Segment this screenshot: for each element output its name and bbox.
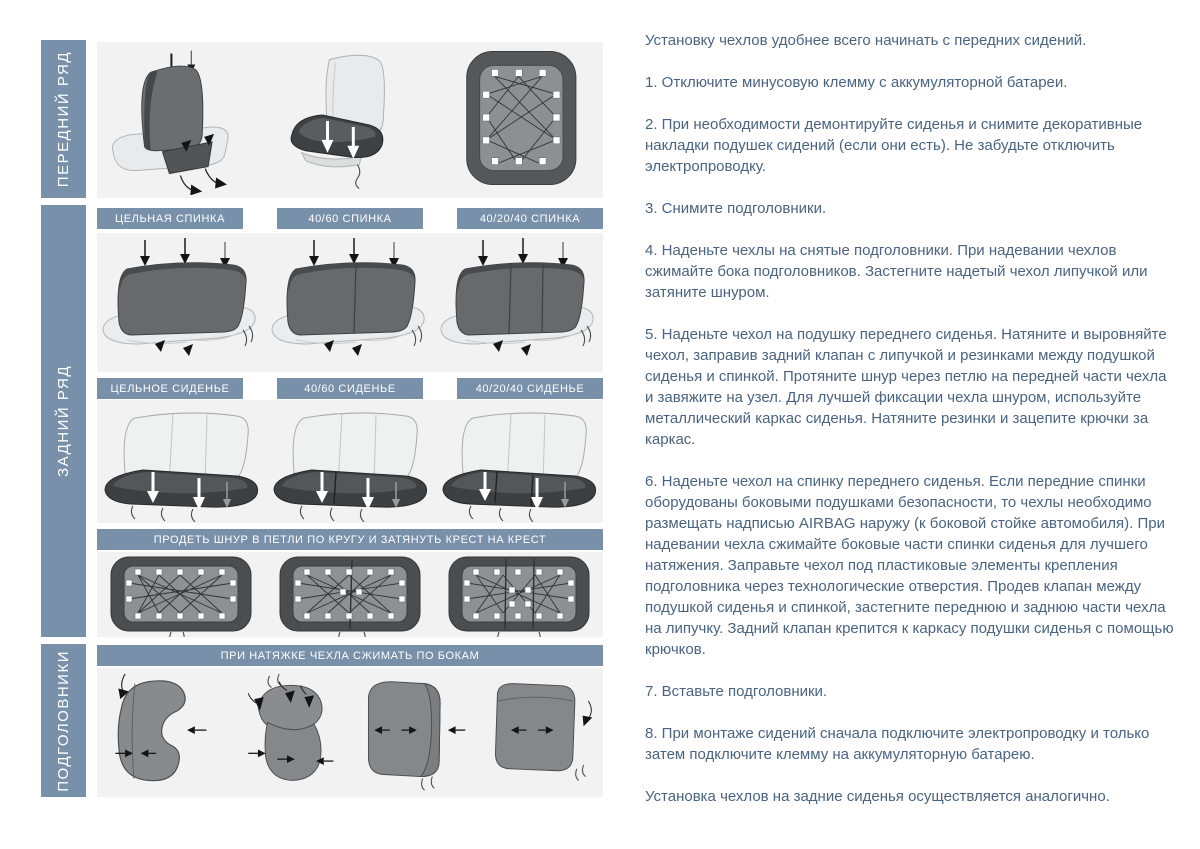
back-row-backrest-panel: [97, 233, 603, 372]
section-bar-headrests: [41, 644, 86, 797]
bench-lacing-solid-diagram: [101, 553, 261, 637]
bench-backrest-402040-diagram: [435, 236, 603, 370]
headrest-cover-side-diagram: [102, 672, 218, 794]
instruction-step-8: 8. При монтаже сидений сначала подключите электропроводку и только затем подключите клемму на аккумуляторную батарею.: [645, 725, 1150, 763]
bench-lacing-4060-diagram: [270, 553, 430, 637]
instruction-step-1: 1. Отключите минусовую клемму с аккумуляторной батареи.: [645, 74, 1068, 91]
banner-4060-cushion: 40/60 СИДЕНЬЕ: [277, 378, 423, 399]
banner-402040-cushion: 40/20/40 СИДЕНЬЕ: [457, 378, 603, 399]
instruction-step-4: 4. Наденьте чехлы на снятые подголовники. При надевании чехлов сжимайте бока подголовников. Застегните надетый чехол липучкой или затяните шнуром.: [645, 242, 1148, 301]
banner-lace-instruction: ПРОДЕТЬ ШНУР В ПЕТЛИ ПО КРУГУ И ЗАТЯНУТЬ КРЕСТ НА КРЕСТ: [97, 529, 603, 550]
back-row-lacing-panel: [97, 552, 603, 637]
instruction-step-2: 2. При необходимости демонтируйте сиденья и снимите декоративные накладки подушек сидений (если они есть). Не забудьте отключить электропроводку.: [645, 116, 1143, 175]
back-row-cushion-panel: [97, 400, 603, 523]
instructions-column: [645, 30, 1177, 828]
instruction-step-6: 6. Наденьте чехол на спинку переднего сиденья. Если передние спинки оборудованы боковыми подушками безопасности, то чехлы необходимо размещать надписью AIRBAG наружу (к боковой стойке автомобиля). При надевании чехла сжимайте боковые части спинки сиденья для лучшего натяжения. Заправьте чехол под пластиковые элементы крепления подголовника через технологические отверстия. Продев клапан между подушкой сиденья и спинкой, застегните переднюю и заднюю части чехла на липучку. Задний клапан крепится к каркасу подушки сиденья с помощью крючков.: [645, 473, 1174, 658]
instruction-step-5: 5. Наденьте чехол на подушку переднего сиденья. Натяните и выровняйте чехол, заправив задний клапан с липучкой и резинками между подушкой сиденья и спинкой. Протяните шнур через петлю на передней части чехла и завяжите на узел. Для лучшей фиксации чехла шнуром, используйте металлический каркас сиденья. Натяните резинки и зацепите крючки за каркас.: [645, 326, 1167, 448]
front-seatback-lacing-diagram: [434, 45, 603, 195]
headrest-cover-pulling-diagram: [229, 672, 345, 794]
headrest-cylinder-diagram: [355, 672, 471, 794]
bench-lacing-402040-diagram: [439, 553, 599, 637]
intro-text: Установку чехлов удобнее всего начинать с передних сидений.: [645, 32, 1087, 49]
bench-backrest-solid-diagram: [97, 236, 265, 370]
section-bar-front-row: [41, 40, 86, 198]
sidenie-banner-row: [97, 378, 603, 399]
bench-cushion-402040-diagram: [435, 402, 603, 522]
banner-headrest-instruction: ПРИ НАТЯЖКЕ ЧЕХЛА СЖИМАТЬ ПО БОКАМ: [97, 645, 603, 666]
headrests-panel: [97, 668, 603, 797]
instruction-step-3: 3. Снимите подголовники.: [645, 200, 827, 217]
spinka-banner-row: [97, 208, 603, 229]
section-label-front-row: ПЕРЕДНИЙ РЯД: [55, 50, 72, 188]
banner-4060-backrest: 40/60 СПИНКА: [277, 208, 423, 229]
section-label-headrests: ПОДГОЛОВНИКИ: [55, 649, 72, 792]
instruction-step-7: 7. Вставьте подголовники.: [645, 683, 828, 700]
outro-text: Установка чехлов на задние сиденья осуществляется аналогично.: [645, 788, 1110, 805]
bench-cushion-solid-diagram: [97, 402, 265, 522]
section-bar-back-row: [41, 205, 86, 637]
banner-solid-cushion: ЦЕЛЬНОЕ СИДЕНЬЕ: [97, 378, 243, 399]
banner-402040-backrest: 40/20/40 СПИНКА: [457, 208, 603, 229]
bench-cushion-4060-diagram: [266, 402, 434, 522]
front-seatback-cover-diagram: [97, 45, 266, 195]
front-row-panel: [97, 42, 603, 198]
section-label-back-row: ЗАДНИЙ РЯД: [55, 365, 72, 477]
banner-solid-backrest: ЦЕЛЬНАЯ СПИНКА: [97, 208, 243, 229]
headrest-cube-diagram: [482, 672, 598, 794]
front-cushion-cover-diagram: [266, 45, 435, 195]
bench-backrest-4060-diagram: [266, 236, 434, 370]
